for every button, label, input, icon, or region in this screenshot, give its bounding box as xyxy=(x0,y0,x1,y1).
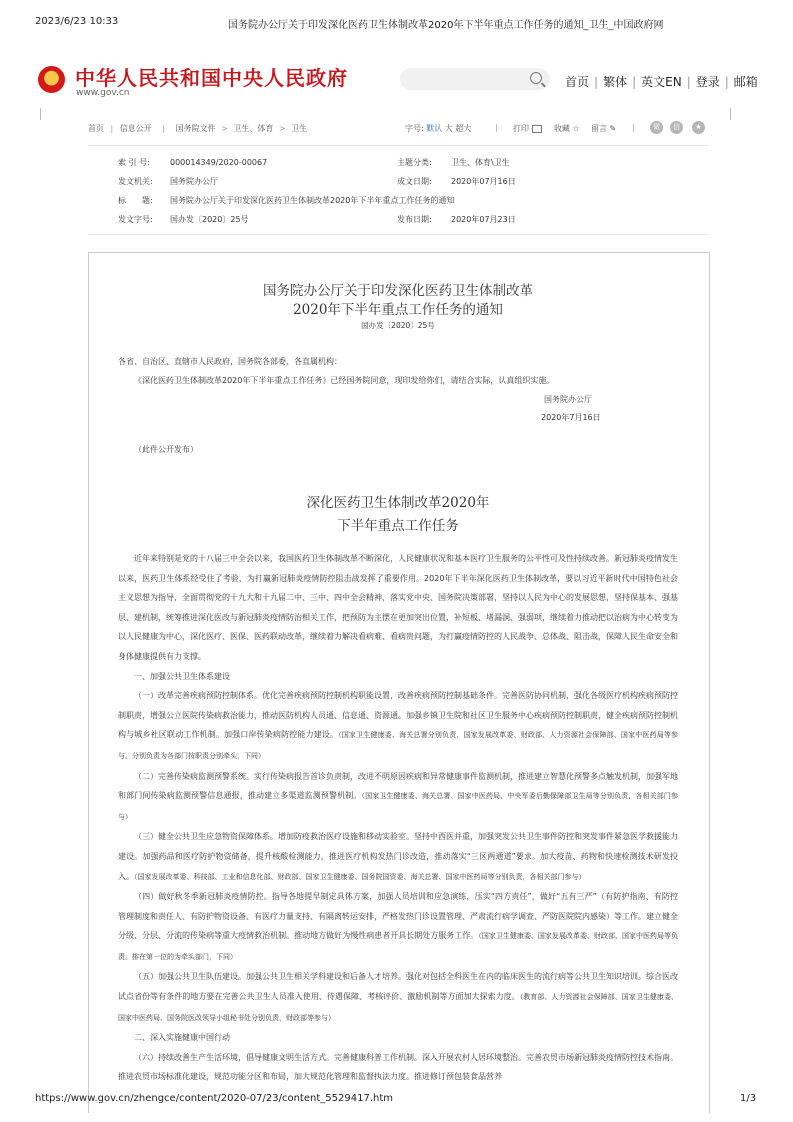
meta-topic-label: 主题分类: xyxy=(397,158,432,167)
pen-icon: ✎ xyxy=(609,124,617,133)
meta-index-value: 000014349/2020-00067 xyxy=(170,158,268,167)
divider xyxy=(40,108,41,120)
task-item-responsible: （国家卫生健康委、海关总署分别负责，国家发展改革委、财政部、人力资源社会保障部、国家中医药局等参与。分别负责为各部门按职责分别牵头，下同） xyxy=(118,731,679,760)
breadcrumb: 首页 | 信息公开 | 国务院文件 > 卫生、体育 > 卫生 xyxy=(88,124,308,133)
task-item-text: （四）做好秋冬季新冠肺炎疫情防控。指导各地提早制定具体方案，加强人员培训和应急演练，压实“四方责任”，做好“五有三严”（有防护指南、有防控管理制度和责任人、有防护物资设备、有医疗力量支持、有隔离转运安排，严格发热门诊设置管理、严肃流行病学调查、严防医院院内感染）等工作。建立健全分级、分层、分流的传染病等重大疫情救治机制。推动地方做好为慢性病患者开具长期处方服务工作。 xyxy=(118,892,678,941)
task-item-responsible: （国家卫生健康委、国家发展改革委、财政部、国家中医药局等负责。排在第一位的为牵头部门，下同） xyxy=(118,932,679,961)
site-logo-url: www.gov.cn xyxy=(76,88,130,98)
meta-docno xyxy=(118,214,249,225)
qzone-share-icon[interactable]: ★ xyxy=(692,121,705,134)
breadcrumb-home[interactable]: 首页 xyxy=(88,124,104,133)
meta-pubdate-label: 发布日期: xyxy=(397,215,432,224)
comment-button[interactable] xyxy=(591,123,616,134)
task-item xyxy=(118,767,678,828)
nav-mail[interactable]: 邮箱 xyxy=(733,75,758,89)
meta-issuer-value: 国务院办公厅 xyxy=(170,177,218,186)
divider: | xyxy=(495,123,498,132)
notice-body: 《深化医药卫生体制改革2020年下半年重点工作任务》已经国务院同意，现印发给你们，请结合实际，认真组织实施。 xyxy=(134,376,555,385)
notice-signer: 国务院办公厅 xyxy=(544,395,592,404)
meta-title-value: 国务院办公厅关于印发深化医药卫生体制改革2020年下半年重点工作任务的通知 xyxy=(170,196,455,205)
meta-title-label: 标 题: xyxy=(118,196,153,205)
breadcrumb-health[interactable]: 卫生 xyxy=(291,124,308,133)
search-input[interactable] xyxy=(400,68,550,90)
task-intro: 近年来特别是党的十八届三中全会以来，我国医药卫生体制改革不断深化，人民健康状况和基本医疗卫生服务的公平性可及性持续改善。新冠肺炎疫情发生以来，医药卫生体系经受住了考验，为打赢新冠肺炎疫情防控阻击战发挥了重要作用。2020年下半年深化医药卫生体制改革，要以习近平新时代中国特色社会主义思想为指导，全面贯彻党的十九大和十九届二中、三中、四中全会精神，落实党中央、国务院决策部署，坚持以人民为中心的发展思想，坚持保基本、强基层、建机制，统筹推进深化医改与新冠肺炎疫情防治相关工作，把预防为主摆在更加突出位置，补短板、堵漏洞、强弱项，继续着力推动把以治病为中心转变为以人民健康为中心，深化医疗、医保、医药联动改革，继续着力解决看病难、看病贵问题，为打赢疫情防控的人民战争、总体战、阻击战，保障人民生命安全和身体健康提供有力支撑。 xyxy=(118,554,678,661)
comment-label: 留言 xyxy=(591,124,607,133)
search-icon[interactable] xyxy=(530,72,542,84)
task-item xyxy=(118,827,678,887)
notice-doc-no: 国办发〔2020〕25号 xyxy=(361,321,435,330)
task-item-responsible: （教育部、人力资源社会保障部、国家卫生健康委、国家中医药局、国务院医改领导小组秘书处分别负责，财政部等参与） xyxy=(118,993,678,1022)
print-url: https://www.gov.cn/zhengce/content/2020-07/23/content_5529417.htm xyxy=(35,1093,393,1104)
breadcrumb-health-sports[interactable]: 卫生、体育 xyxy=(233,124,274,133)
meta-date-value: 2020年07月16日 xyxy=(451,177,516,186)
nav-traditional[interactable]: 繁体 xyxy=(603,75,628,89)
favorite-button[interactable] xyxy=(554,123,580,134)
notice-title-line2: 2020年下半年重点工作任务的通知 xyxy=(293,302,503,318)
task-title-line1: 深化医药卫生体制改革2020年 xyxy=(306,495,490,511)
meta-issuer-label: 发文机关: xyxy=(118,177,153,186)
task-item xyxy=(118,887,678,967)
font-default[interactable]: 默认 xyxy=(426,124,443,133)
meta-pubdate xyxy=(397,214,516,225)
breadcrumb-info[interactable]: 信息公开 xyxy=(119,124,152,133)
breadcrumb-docs[interactable]: 国务院文件 xyxy=(175,124,216,133)
section-heading: 一、加强公共卫生体系建设 xyxy=(134,671,230,681)
notice-sign-date: 2020年7月16日 xyxy=(541,413,601,422)
print-label: 打印 xyxy=(513,124,529,133)
top-nav: 首页 | 繁体 | 英文EN | 登录 | 邮箱 xyxy=(565,75,758,89)
meta-issuer xyxy=(118,176,218,187)
task-item-text: （二）完善传染病监测预警系统。实行传染病报告首诊负责制，改进不明原因疾病和异常健康事件监测机制，推进建立智慧化预警多点触发机制，加强军地和部门间传染病监测预警信息通报，推动建立多渠道监测预警机制。 xyxy=(118,771,678,801)
meta-date xyxy=(397,176,516,187)
nav-home[interactable]: 首页 xyxy=(565,75,590,89)
divider xyxy=(730,108,731,120)
meta-pubdate-value: 2020年07月23日 xyxy=(451,215,516,224)
font-xlarge[interactable]: 超大 xyxy=(455,124,472,133)
notice-title-line1: 国务院办公厅关于印发深化医药卫生体制改革 xyxy=(263,283,533,299)
meta-docno-value: 国办发〔2020〕25号 xyxy=(170,215,249,224)
print-datetime: 2023/6/23 10:33 xyxy=(35,16,119,27)
task-item-responsible: （国家发展改革委、科技部、工业和信息化部、财政部、国家卫生健康委、国务院国资委、海关总署、国家中医药局等分别负责，各相关部门参与） xyxy=(134,872,586,881)
task-item xyxy=(118,686,678,766)
print-page-title: 国务院办公厅关于印发深化医药卫生体制改革2020年下半年重点工作任务的通知_卫生_中国政府网 xyxy=(228,20,664,31)
meta-title xyxy=(118,195,454,206)
font-size-label: 字号: xyxy=(405,124,424,133)
meta-topic xyxy=(397,157,510,168)
meta-topic-value: 卫生、体育\卫生 xyxy=(451,158,510,167)
print-icon xyxy=(532,125,542,133)
site-logo-title[interactable]: 中华人民共和国中央人民政府 xyxy=(75,66,348,90)
weibo-share-icon[interactable]: 微 xyxy=(650,121,663,134)
meta-index-label: 索 引 号: xyxy=(118,158,150,167)
wechat-share-icon[interactable]: 信 xyxy=(670,121,683,134)
notice-public-note: （此件公开发布） xyxy=(134,445,198,454)
favorite-label: 收藏 xyxy=(554,124,570,133)
nav-english[interactable]: 英文EN xyxy=(641,75,682,89)
print-button[interactable] xyxy=(513,123,542,134)
divider: | xyxy=(632,123,635,132)
task-item: （六）持续改善生产生活环境，倡导健康文明生活方式。完善健康科普工作机制。深入开展农村人居环境整治。完善农贸市场新冠肺炎疫情防控技术指南。推进农贸市场标准化建设，规范功能分区和布局，加大规范化管理和监督执法力度。推进修订预包装食品营养 xyxy=(118,1052,678,1082)
print-page-number: 1/3 xyxy=(740,1093,757,1104)
task-item-text: （五）加强公共卫生队伍建设。加强公共卫生相关学科建设和后备人才培养。强化对包括全科医生在内的临床医生的流行病等公共卫生知识培训。综合医改试点省份等有条件的地方要在完善公共卫生人员准入使用、待遇保障、考核评价、激励机制等方面加大探索力度。 xyxy=(118,972,678,1002)
national-emblem-icon xyxy=(38,66,65,93)
task-item xyxy=(118,967,678,1028)
font-large[interactable]: 大 xyxy=(444,124,453,133)
notice-addressee: 各省、自治区、直辖市人民政府，国务院各部委、各直属机构： xyxy=(118,357,342,366)
meta-docno-label: 发文字号: xyxy=(118,215,153,224)
task-item-text: （一）改革完善疾病预防控制体系。优化完善疾病预防控制机构职能设置，改善疾病预防控制基础条件。完善医防协同机制，强化各级医疗机构疾病预防控制职责，增强公立医院传染病救治能力，推动医防机构人员通、信息通、资源通。加强乡镇卫生院和社区卫生服务中心疾病预防控制职责，健全疾病预防控制机构与城乡社区联动工作机制。加强口岸传染病防控能力建设。 xyxy=(118,691,678,740)
section-heading: 二、深入实施健康中国行动 xyxy=(134,1033,230,1043)
font-size-control xyxy=(405,123,471,134)
task-item-text: （三）健全公共卫生应急物资保障体系。增加防疫救治医疗设施和移动实验室。坚持中西医并重，加强突发公共卫生事件防控和突发事件紧急医学救援能力建设。加强药品和医疗防护物资储备，提升核酸检测能力，推进医疗机构发热门诊改造，推动落实“三区两通道”要求。加大疫苗、药物和快速检测技术研发投入。 xyxy=(118,832,678,881)
nav-login[interactable]: 登录 xyxy=(695,75,720,89)
meta-index xyxy=(118,157,267,168)
task-content xyxy=(118,549,678,1087)
task-title-line2: 下半年重点工作任务 xyxy=(337,518,459,534)
star-icon: ☆ xyxy=(572,124,580,133)
meta-date-label: 成文日期: xyxy=(397,177,432,186)
task-item-responsible: （国家卫生健康委、海关总署、国家中医药局、中央军委后勤保障部卫生局等分别负责，各相关部门参与） xyxy=(118,792,679,821)
